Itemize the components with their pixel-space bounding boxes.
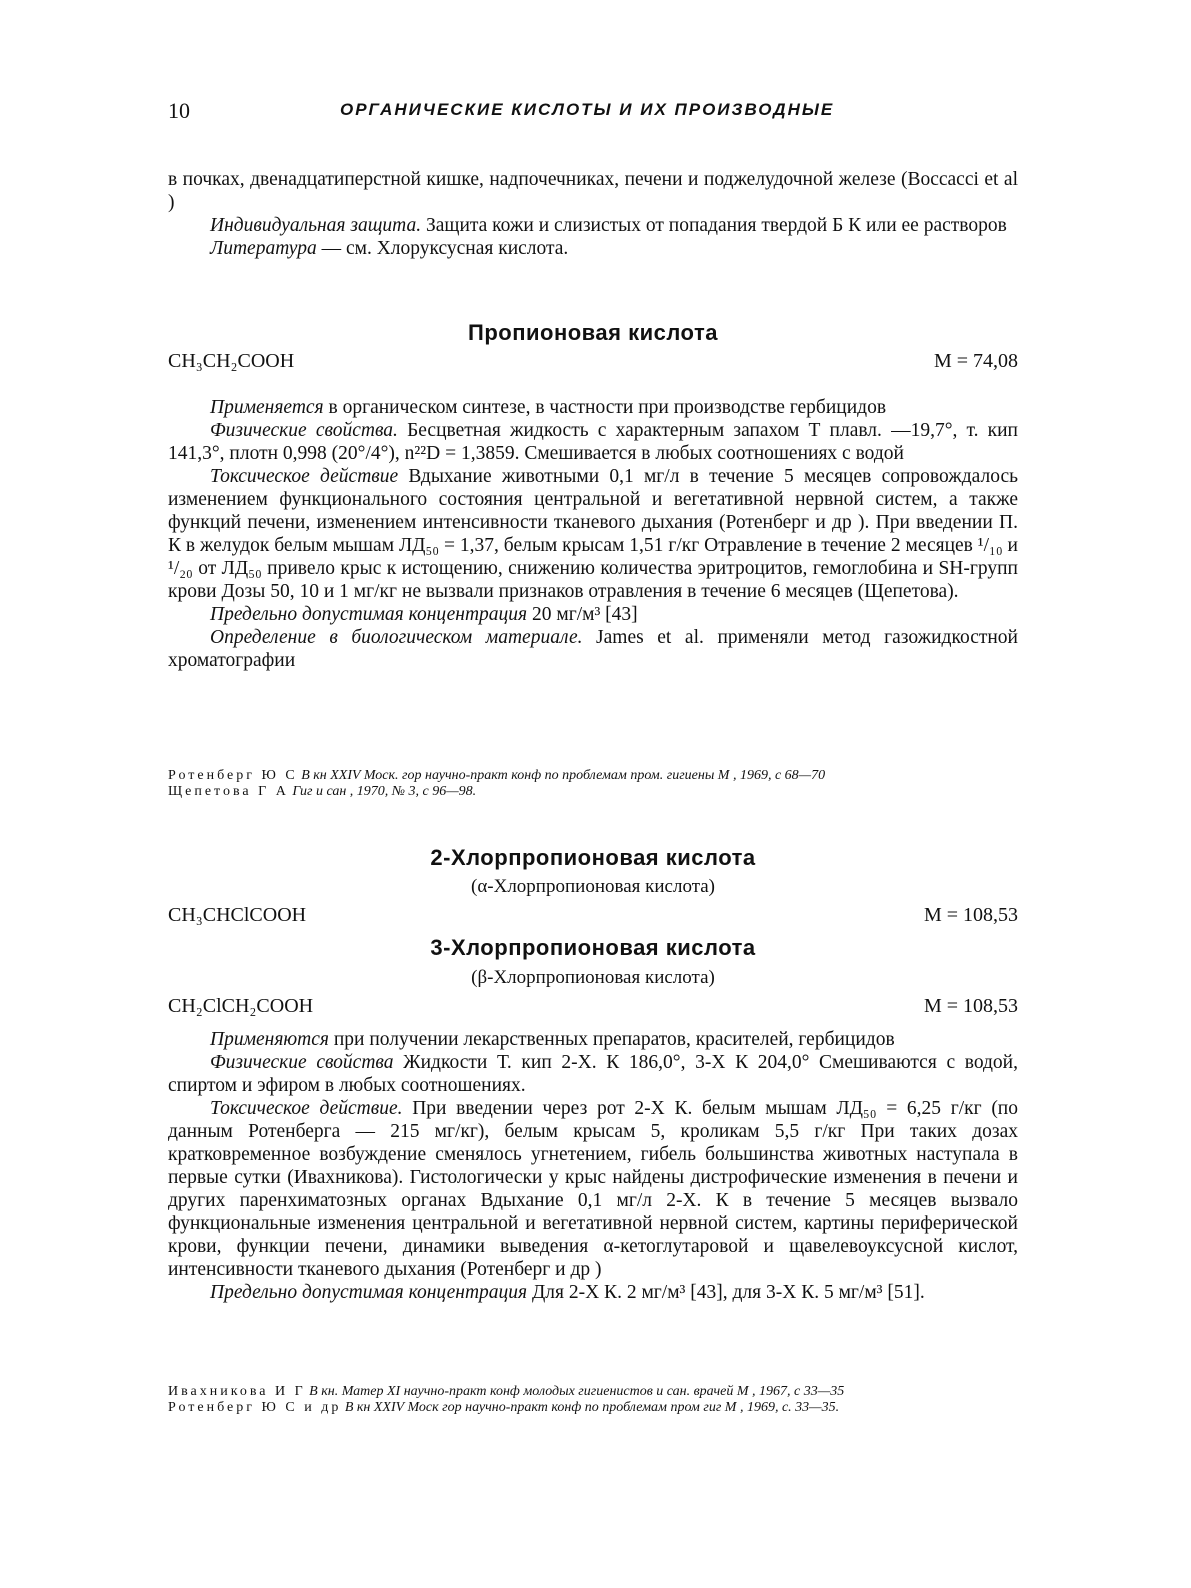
physical-label: Физические свойства. xyxy=(210,420,398,441)
protection-label: Индивидуальная защита. xyxy=(210,215,422,236)
uses-text: в органическом синтезе, в частности при производстве гербицидов xyxy=(323,397,887,418)
reference-text: Гиг и сан , 1970, № 3, с 96—98. xyxy=(288,784,477,799)
propionic-formula-row xyxy=(168,350,1018,376)
determination-text: James et al. применяли метод газожидкостной хроматографии xyxy=(168,627,1018,671)
pdk-text: Для 2-Х К. 2 мг/м³ [43], для 3-Х К. 5 мг/м³ [51]. xyxy=(527,1282,925,1303)
chloro2-subtitle: (α-Хлорпропионовая кислота) xyxy=(471,876,715,897)
uses-label: Применяются xyxy=(210,1029,329,1050)
chloro-references xyxy=(168,1384,1018,1416)
pdk-label: Предельно допустимая концентрация xyxy=(210,604,528,625)
intro-section xyxy=(168,168,1018,260)
chloro3-title: 3-Хлорпропионовая кислота xyxy=(430,935,756,960)
toxic-label: Токсическое действие. xyxy=(210,1098,403,1119)
uses-text: при получении лекарственных препаратов, красителей, гербицидов xyxy=(328,1029,895,1050)
toxic-text: При введении через рот 2-Х К. белым мышам ЛД₅₀ = 6,25 г/кг (по данным Ротенберга — 215 мг/кг), белым крысам 5, кроликам 5,5 г/кг При таких дозах кратковременное возбуждение сменялось угнетением, гибель большинства животных наступала в первые сутки (Ивахникова). Гистологически у крыс найдены дистрофические изменения в печени и других паренхиматозных органах Вдыхание 0,1 мг/л 2-Х. К в течение 5 месяцев вызвало функциональные изменения центральной и вегетативной нервной систем, картины периферической крови, функции печени, динамики выведения α-кетоглутаровой и щавелевоуксусной кислот, интенсивности тканевого дыхания (Ротенберг и др ) xyxy=(168,1098,1018,1280)
chloro3-uses xyxy=(168,1028,1018,1051)
reference-author: Щепетова Г А xyxy=(168,784,289,799)
propionic-pdk xyxy=(168,603,1018,626)
running-title: ОРГАНИЧЕСКИЕ КИСЛОТЫ И ИХ ПРОИЗВОДНЫЕ xyxy=(340,100,835,119)
reference-author: Ротенберг Ю С xyxy=(168,768,298,783)
physical-label: Физические свойства xyxy=(210,1052,394,1073)
chloro3-mass: M = 108,53 xyxy=(923,995,1018,1017)
literature-label: Литература xyxy=(210,238,317,259)
protection-paragraph xyxy=(168,214,1018,237)
chloro2-mass: M = 108,53 xyxy=(923,904,1018,926)
chloro2-formula: CH₃CHClCOOH xyxy=(168,904,307,926)
literature-text: — см. Хлоруксусная кислота. xyxy=(316,238,569,259)
chloro3-body xyxy=(168,1028,1018,1304)
pdk-text: 20 мг/м³ [43] xyxy=(527,604,638,625)
chloro3-pdk xyxy=(168,1281,1018,1304)
propionic-references xyxy=(168,768,1018,800)
chloro3-physical xyxy=(168,1051,1018,1097)
physical-text: Жидкости Т. кип 2-Х. К 186,0°, 3-Х К 204,0° Смешиваются с водой, спиртом и эфиром в любых соотношениях. xyxy=(168,1052,1018,1096)
reference-text: В кн. Матер XI научно-практ конф молодых гигиенистов и сан. врачей М , 1967, с 33—35 xyxy=(305,1384,845,1399)
toxic-text: Вдыхание животными 0,1 мг/л в течение 5 месяцев сопровождалось изменением функционального состояния центральной и вегетативной нервной систем, а также функций печени, изменением интенсивности тканевого дыхания (Ротенберг и др ). При введении П. К в желудок белым мышам ЛД₅₀ = 1,37, белым крысам 1,51 г/кг Отравление в течение 2 месяцев ¹/₁₀ и ¹/₂₀ от ЛД₅₀ привело крыс к истощению, снижению количества эритроцитов, гемоглобина и SH-групп крови Дозы 50, 10 и 1 мг/кг не вызвали признаков отравления в течение 6 месяцев (Щепетова). xyxy=(168,466,1018,602)
intro-paragraph: в почках, двенадцатиперстной кишке, надпочечниках, печени и поджелудочной железе (Boccacci et al ) xyxy=(168,169,1018,213)
propionic-mass: M = 74,08 xyxy=(933,350,1018,372)
reference-item xyxy=(168,1384,1018,1400)
chloro2-formula-row xyxy=(168,904,1018,930)
page-number: 10 xyxy=(168,98,190,123)
propionic-uses xyxy=(168,396,1018,419)
propionic-body xyxy=(168,396,1018,672)
reference-text: В кн XXIV Моск гор научно-практ конф по проблемам пром гиг М , 1969, с. 33—35. xyxy=(341,1400,840,1415)
toxic-label: Токсическое действие xyxy=(210,466,399,487)
reference-author: Ротенберг Ю С и др xyxy=(168,1400,342,1415)
propionic-determination xyxy=(168,626,1018,672)
chloro3-subtitle: (β-Хлорпропионовая кислота) xyxy=(471,967,715,988)
propionic-title: Пропионовая кислота xyxy=(468,320,718,345)
pdk-label: Предельно допустимая концентрация xyxy=(210,1282,528,1303)
chloro3-toxic xyxy=(168,1097,1018,1281)
reference-author: Ивахникова И Г xyxy=(168,1384,306,1399)
reference-item xyxy=(168,784,1018,800)
literature-paragraph xyxy=(168,237,1018,260)
propionic-physical xyxy=(168,419,1018,465)
uses-label: Применяется xyxy=(210,397,324,418)
page-header xyxy=(168,98,1018,128)
physical-text: Бесцветная жидкость с характерным запахом Т плавл. —19,7°, т. кип 141,3°, плотн 0,998 (20°/4°), n²²D = 1,3859. Смешивается в любых соотношениях с водой xyxy=(168,420,1018,464)
determination-label: Определение в биологическом материале. xyxy=(210,627,583,648)
chloro3-formula-row xyxy=(168,995,1018,1021)
chloro2-title: 2-Хлорпропионовая кислота xyxy=(430,845,756,870)
propionic-formula: CH₃CH₂COOH xyxy=(168,350,295,372)
chloro3-formula: CH₂ClCH₂COOH xyxy=(168,995,314,1017)
reference-item xyxy=(168,768,1018,784)
reference-item xyxy=(168,1400,1018,1416)
propionic-toxic xyxy=(168,465,1018,603)
protection-text: Защита кожи и слизистых от попадания твердой Б К или ее растворов xyxy=(421,215,1007,236)
reference-text: В кн XXIV Моск. гор научно-практ конф по проблемам пром. гигиены М , 1969, с 68—70 xyxy=(297,768,826,783)
